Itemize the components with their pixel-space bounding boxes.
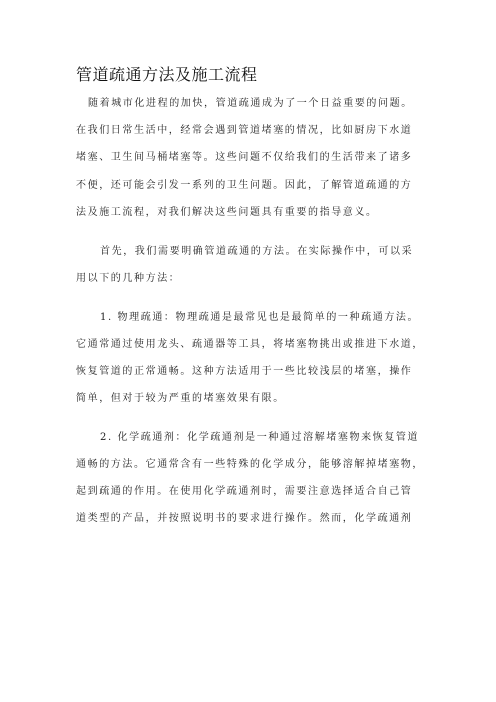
paragraph-1-line-5: 法及施工流程，对我们解决这些问题具有重要的指导意义。 xyxy=(76,207,378,218)
paragraph-4-line-2: 通畅的方法。它通常含有一些特殊的化学成分，能够溶解掉堵塞物， xyxy=(76,459,424,470)
paragraph-1-line-3: 堵塞、卫生间马桶堵塞等。这些问题不仅给我们的生活带来了诸多 xyxy=(76,152,413,163)
paragraph-4-line-4: 道类型的产品，并按照说明书的要求进行操作。然而，化学疏通剂 xyxy=(76,513,413,524)
paragraph-1-line-1: 随着城市化进程的加快，管道疏通成为了一个日益重要的问题。 xyxy=(88,98,413,109)
paragraph-1-line-4: 不便，还可能会引发一系列的卫生问题。因此，了解管道疏通的方 xyxy=(76,180,413,191)
paragraph-4-line-1: 2. 化学疏通剂：化学疏通剂是一种通过溶解堵塞物来恢复管道 xyxy=(100,432,420,443)
paragraph-3-line-4: 简单，但对于较为严重的堵塞效果有限。 xyxy=(76,393,285,404)
paragraph-3-line-2: 它通常通过使用龙头、疏通器等工具，将堵塞物挑出或推进下水道， xyxy=(76,339,424,350)
paragraph-3-line-1: 1. 物理疏通：物理疏通是最常见也是最简单的一种疏通方法。 xyxy=(100,312,420,323)
paragraph-3-line-3: 恢复管道的正常通畅。这种方法适用于一些比较浅层的堵塞，操作 xyxy=(76,366,413,377)
document-title: 管道疏通方法及施工流程 xyxy=(76,65,258,84)
paragraph-1-line-2: 在我们日常生活中，经常会遇到管道堵塞的情况，比如厨房下水道 xyxy=(76,125,413,136)
paragraph-4-line-3: 起到疏通的作用。在使用化学疏通剂时，需要注意选择适合自己管 xyxy=(76,486,413,497)
paragraph-2-line-1: 首先，我们需要明确管道疏通的方法。在实际操作中，可以采 xyxy=(100,246,414,257)
paragraph-2-line-2: 用以下的几种方法： xyxy=(76,273,181,284)
